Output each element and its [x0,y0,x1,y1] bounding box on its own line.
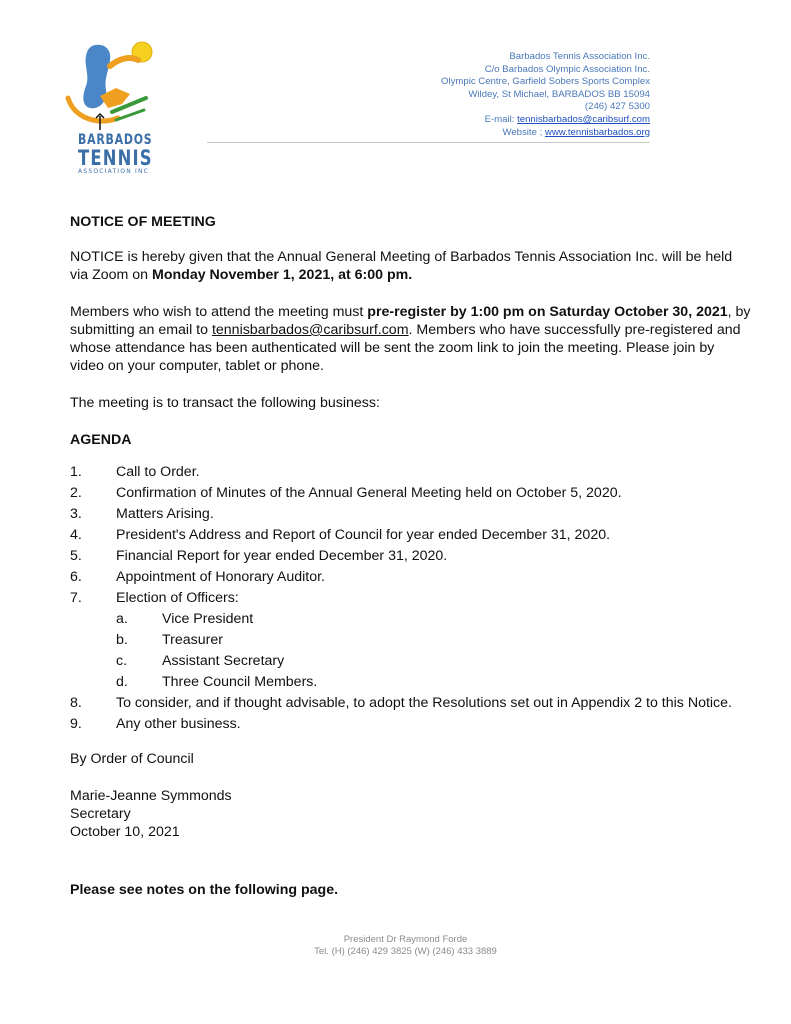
para2-text-d: . Members who have successfully pre-registered and whose attendance has been authenticated will be sent the zoom link to join the meeting. Please join by video on your computer, tablet or phone. [70,322,741,374]
email-label: E-mail: [484,113,518,125]
sub-item-text: Assistant Secretary [162,653,285,669]
website-label: Website ; [502,126,545,138]
sub-item-text: Treasurer [162,632,223,648]
email-link[interactable]: tennisbarbados@caribsurf.com [517,113,650,125]
para2-text-a: Members who wish to attend the meeting must [70,304,368,320]
agenda-number: 1. [70,464,82,480]
address-line-1: Olympic Centre, Garfield Sobers Sports Complex [440,76,650,88]
agenda-item [70,484,752,502]
footer-telephone: Tel. (H) (246) 429 3825 (W) (246) 433 3889 [314,946,497,957]
phone-number: (246) 427 5300 [584,101,650,113]
sub-item-letter: b. [116,632,128,648]
agenda-item [70,715,752,733]
officer-sub-item [116,610,752,628]
page-footer [0,934,791,958]
sub-item-letter: c. [116,653,128,669]
logo-line-association: ASSOCIATION INC [78,168,150,175]
email-line [441,114,650,127]
logo-line-barbados: BARBADOS [78,132,153,148]
agenda-number: 4. [70,527,82,543]
notice-paragraph-2 [70,303,752,375]
sub-item-text: Vice President [162,611,254,627]
notice-paragraph-3: The meeting is to transact the following business: [70,395,380,411]
agenda-number: 9. [70,716,82,732]
letterhead-address [441,51,650,139]
logo-wordmark [78,133,158,176]
agenda-number: 8. [70,695,82,711]
secretary-name: Marie-Jeanne Symmonds [70,788,232,804]
officer-sub-item [116,652,752,670]
sub-item-letter: d. [116,674,128,690]
para2-text-c: , by submitting an email to [70,304,751,338]
racket-swoosh [110,58,138,66]
green-stroke-2 [116,110,144,120]
see-notes-message: Please see notes on the following page. [70,882,339,898]
para1-text: NOTICE is hereby given that the Annual General Meeting of Barbados Tennis Association Inc. will be held via Zoom on [70,249,733,283]
agenda-list [70,463,752,733]
care-of: C/o Barbados Olympic Association Inc. [484,63,650,75]
agenda-text: President's Address and Report of Council for year ended December 31, 2020. [116,527,611,543]
website-link[interactable]: www.tennisbarbados.org [544,126,650,138]
officer-sub-item [116,673,752,691]
agenda-text: Appointment of Honorary Auditor. [116,569,325,585]
agenda-number: 6. [70,569,82,585]
notice-paragraph-1 [70,248,752,284]
agenda-heading: AGENDA [70,432,132,448]
agenda-item [70,526,752,544]
header-divider [207,142,650,143]
agenda-text: To consider, and if thought advisable, to adopt the Resolutions set out in Appendix 2 to this Notice. [116,695,732,711]
registration-email-link[interactable]: tennisbarbados@caribsurf.com [211,322,409,338]
agenda-text: Matters Arising. [116,506,214,522]
agenda-text: Call to Order. [116,464,200,480]
sub-item-text: Three Council Members. [162,674,318,690]
agenda-item [70,589,752,607]
footer-president: President Dr Raymond Forde [343,934,468,945]
website-line [441,127,650,140]
agenda-text: Election of Officers: [116,590,239,606]
agenda-number: 2. [70,485,82,501]
agenda-item [70,505,752,523]
agenda-item [70,547,752,565]
logo-emblem-icon [60,38,160,138]
preregister-deadline: pre-register by 1:00 pm on Saturday October 30, 2021 [367,304,728,320]
agenda-item [70,694,752,712]
agenda-text: Confirmation of Minutes of the Annual General Meeting held on October 5, 2020. [116,485,622,501]
agenda-item [70,463,752,481]
notice-date: October 10, 2021 [70,824,180,840]
secretary-role: Secretary [70,806,131,822]
officer-sub-item [116,631,752,649]
notice-title: NOTICE OF MEETING [70,214,216,230]
signature-block [70,787,752,841]
logo-line-tennis: TENNIS [78,146,153,170]
agenda-item [70,568,752,586]
agenda-number: 3. [70,506,82,522]
org-name: Barbados Tennis Association Inc. [509,51,650,62]
by-order-of-council: By Order of Council [70,751,194,767]
meeting-date: Monday November 1, 2021, at 6:00 pm. [152,267,413,283]
notice-body [70,213,752,899]
agenda-text: Financial Report for year ended December 31, 2020. [116,548,448,564]
agenda-text: Any other business. [116,716,241,732]
sub-item-letter: a. [116,611,128,627]
address-line-2: Wildey, St Michael, BARBADOS BB 15094 [468,88,650,100]
agenda-number: 7. [70,590,82,606]
agenda-number: 5. [70,548,82,564]
